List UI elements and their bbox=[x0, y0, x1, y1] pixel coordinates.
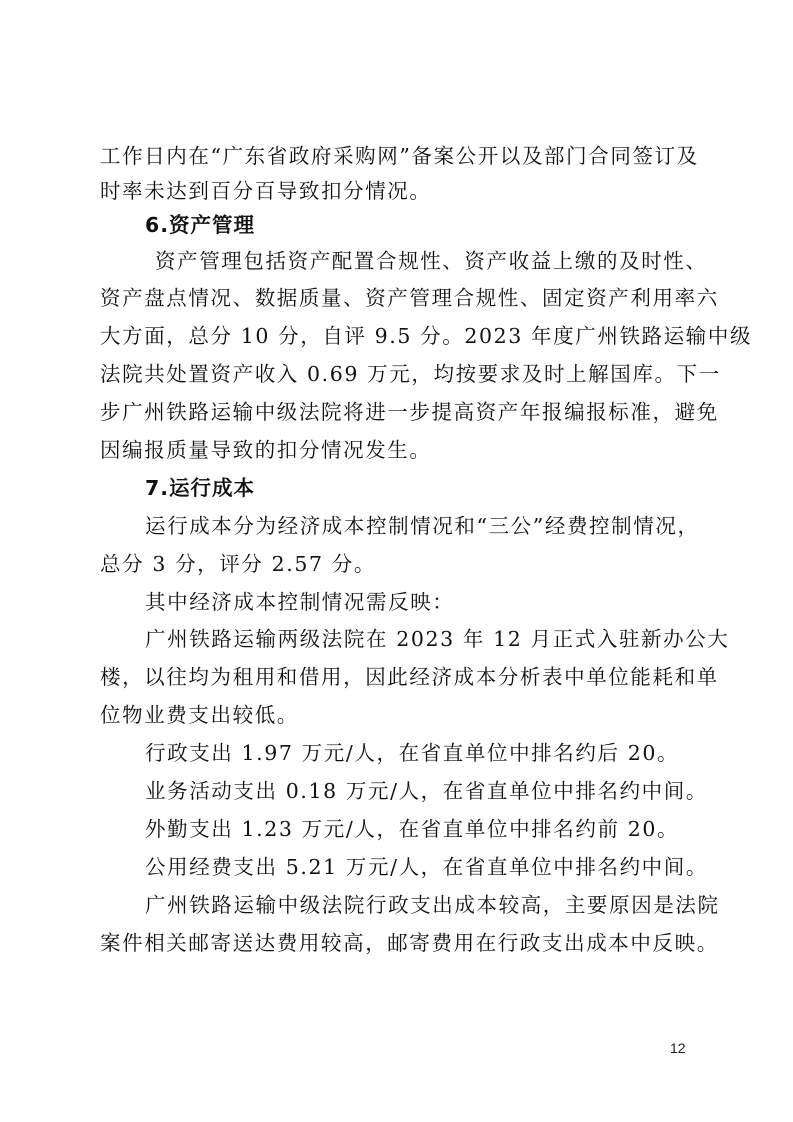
paragraph-line: 时率未达到百分百导致扣分情况。 bbox=[100, 179, 432, 203]
paragraph-line: 运行成本分为经济成本控制情况和“三公”经费控制情况， bbox=[145, 514, 700, 538]
paragraph-line: 广州铁路运输中级法院行政支出成本较高，主要原因是法院 bbox=[145, 893, 720, 917]
paragraph-line: 其中经济成本控制情况需反映： bbox=[145, 590, 455, 614]
paragraph-line: 资产盘点情况、数据质量、资产管理合规性、固定资产利用率六 bbox=[100, 286, 719, 310]
paragraph-line: 案件相关邮寄送达费用较高，邮寄费用在行政支出成本中反映。 bbox=[100, 931, 719, 955]
section-heading-operating-cost: 7.运行成本 bbox=[145, 476, 256, 500]
paragraph-line: 步广州铁路运输中级法院将进一步提高资产年报编报标准，避免 bbox=[100, 400, 719, 424]
paragraph-line: 大方面，总分 10 分，自评 9.5 分。2023 年度广州铁路运输中级 bbox=[100, 324, 753, 348]
paragraph-line: 因编报质量导致的扣分情况发生。 bbox=[100, 438, 432, 462]
paragraph-line: 外勤支出 1.23 万元/人，在省直单位中排名约前 20。 bbox=[145, 817, 680, 841]
page-number: 12 bbox=[670, 1040, 686, 1056]
paragraph-line: 行政支出 1.97 万元/人，在省直单位中排名约后 20。 bbox=[145, 741, 680, 765]
paragraph-line: 法院共处置资产收入 0.69 万元，均按要求及时上解国库。下一 bbox=[100, 362, 721, 386]
paragraph-line: 位物业费支出较低。 bbox=[100, 703, 299, 727]
paragraph-line: 广州铁路运输两级法院在 2023 年 12 月正式入驻新办公大 bbox=[145, 627, 730, 651]
paragraph-line: 工作日内在“广东省政府采购网”备案公开以及部门合同签订及 bbox=[100, 144, 699, 168]
paragraph-line: 资产管理包括资产配置合规性、资产收益上缴的及时性、 bbox=[155, 249, 708, 273]
section-heading-asset-management: 6.资产管理 bbox=[145, 213, 256, 237]
paragraph-line: 总分 3 分，评分 2.57 分。 bbox=[100, 552, 376, 576]
paragraph-line: 公用经费支出 5.21 万元/人，在省直单位中排名约中间。 bbox=[145, 855, 708, 879]
paragraph-line: 业务活动支出 0.18 万元/人，在省直单位中排名约中间。 bbox=[145, 779, 708, 803]
paragraph-line: 楼，以往均为租用和借用，因此经济成本分析表中单位能耗和单 bbox=[100, 665, 719, 689]
